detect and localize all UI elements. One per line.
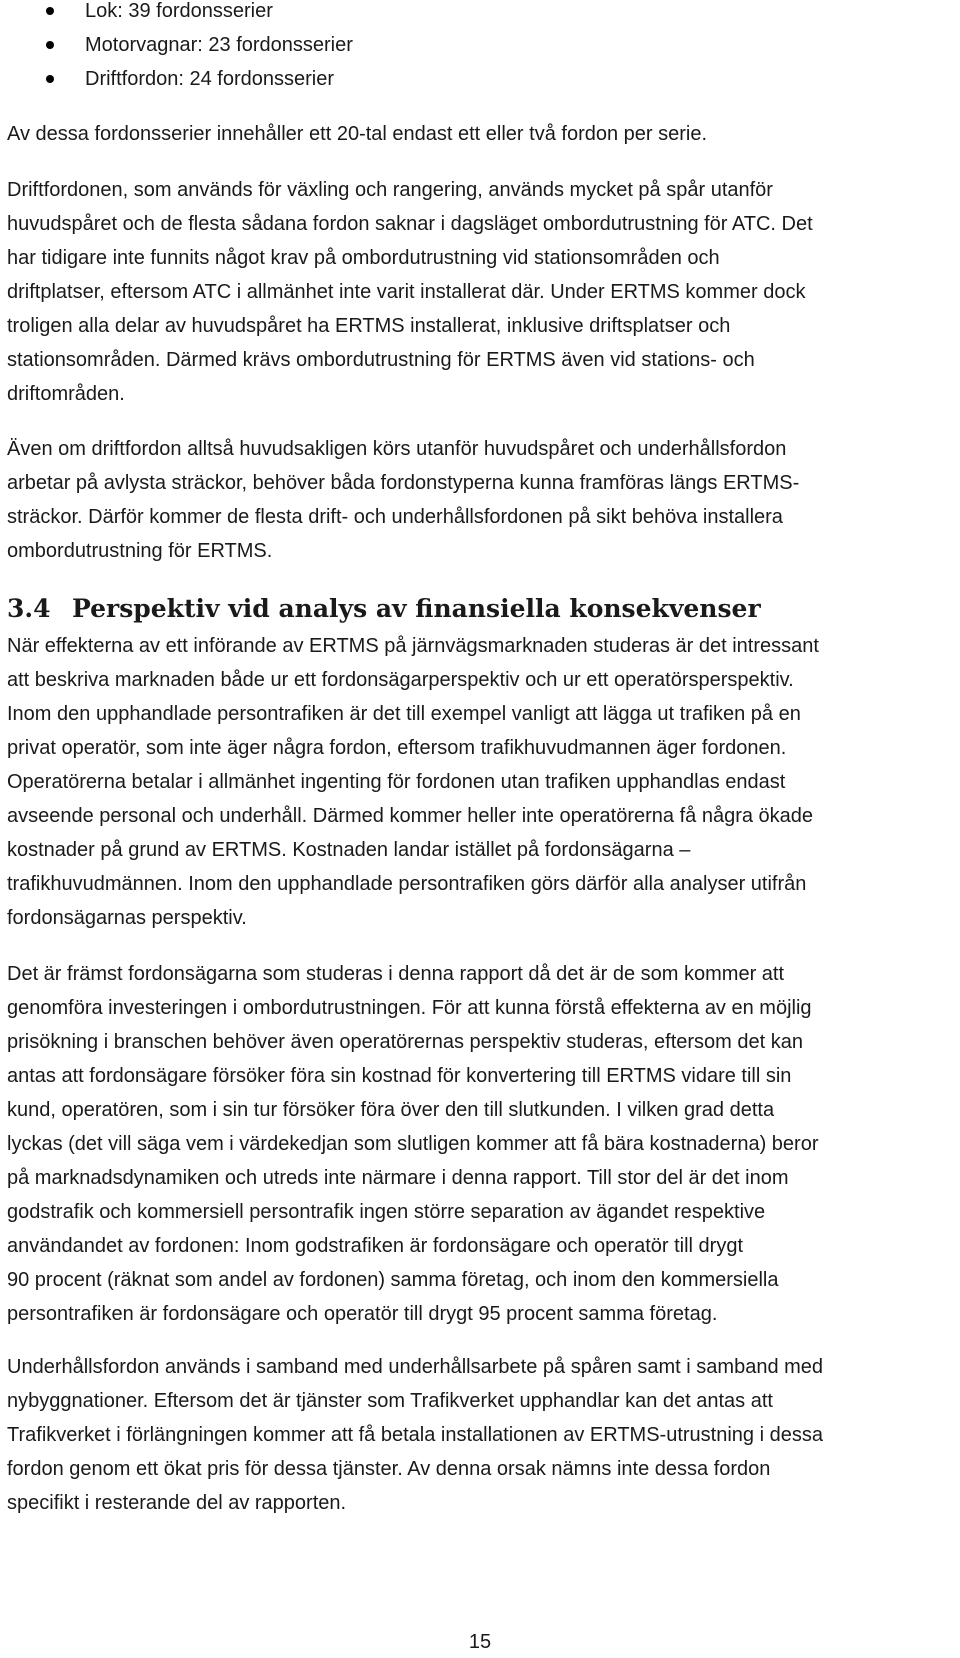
text-line: nybyggnationer. Eftersom det är tjänster som Trafikverket upphandlar kan det antas att: [7, 1390, 773, 1412]
text-line: Driftfordonen, som används för växling och rangering, används mycket på spår utanför: [7, 179, 773, 201]
text-line: ombordutrustning för ERTMS.: [7, 540, 273, 562]
text-line: prisökning i branschen behöver även operatörernas perspektiv studeras, eftersom det kan: [7, 1031, 804, 1053]
list-item: [85, 32, 353, 58]
text-line: Av dessa fordonsserier innehåller ett 20-tal endast ett eller två fordon per serie.: [7, 123, 708, 145]
section-heading: [7, 592, 761, 626]
text-line: Det är främst fordonsägarna som studeras i denna rapport då det är de som kommer att: [7, 963, 785, 985]
text-line: När effekterna av ett införande av ERTMS på järnvägsmarknaden studeras är det intressant: [7, 635, 819, 657]
list-item: [85, 66, 334, 92]
list-item-text: Motorvagnar: 23 fordonsserier: [85, 34, 353, 56]
text-line: stationsområden. Därmed krävs ombordutrustning för ERTMS även vid stations- och: [7, 349, 755, 371]
text-line: avseende personal och underhåll. Därmed kommer heller inte operatörerna få några ökade: [7, 805, 814, 827]
bullet-icon: [46, 41, 54, 49]
section-number: 3.4: [7, 594, 51, 623]
bullet-icon: [46, 75, 54, 83]
text-line: trafikhuvudmännen. Inom den upphandlade persontrafiken görs därför alla analyser utifrån: [7, 873, 807, 895]
text-line: sträckor. Därför kommer de flesta drift- och underhållsfordonen på sikt behöva installera: [7, 506, 783, 528]
text-line: antas att fordonsägare försöker föra sin kostnad för konvertering till ERTMS vidare till sin: [7, 1065, 792, 1087]
text-line: driftområden.: [7, 383, 125, 405]
text-line: kund, operatören, som i sin tur försöker föra över den till slutkunden. I vilken grad detta: [7, 1099, 775, 1121]
text-line: Även om driftfordon alltså huvudsakligen körs utanför huvudspåret och underhållsfordon: [7, 438, 787, 460]
text-line: 90 procent (räknat som andel av fordonen) samma företag, och inom den kommersiella: [7, 1269, 779, 1291]
text-line: lyckas (det vill säga vem i värdekedjan som slutligen kommer att få bära kostnaderna) beror: [7, 1133, 819, 1155]
text-line: användandet av fordonen: Inom godstrafiken är fordonsägare och operatör till drygt: [7, 1235, 744, 1257]
text-line: driftplatser, eftersom ATC i allmänhet inte varit installerat där. Under ERTMS kommer dock: [7, 281, 806, 303]
text-line: troligen alla delar av huvudspåret ha ERTMS installerat, inklusive driftsplatser och: [7, 315, 731, 337]
text-line: att beskriva marknaden både ur ett fordonsägarperspektiv och ur ett operatörsperspektiv.: [7, 669, 794, 691]
list-item: [85, 0, 273, 24]
text-line: persontrafiken är fordonsägare och operatör till drygt 95 procent samma företag.: [7, 1303, 718, 1325]
text-line: Operatörerna betalar i allmänhet ingenting för fordonen utan trafiken upphandlas endast: [7, 771, 786, 793]
text-line: godstrafik och kommersiell persontrafik ingen större separation av ägandet respektive: [7, 1201, 766, 1223]
text-line: specifikt i resterande del av rapporten.: [7, 1492, 347, 1514]
text-line: Inom den upphandlade persontrafiken är det till exempel vanligt att lägga ut trafiken på en: [7, 703, 801, 725]
text-line: arbetar på avlysta sträckor, behöver båda fordonstyperna kunna framföras längs ERTMS-: [7, 472, 800, 494]
text-line: fordonsägarnas perspektiv.: [7, 907, 247, 929]
list-item-text: Lok: 39 fordonsserier: [85, 0, 273, 22]
text-line: fordon genom ett ökat pris för dessa tjänster. Av denna orsak nämns inte dessa fordon: [7, 1458, 771, 1480]
text-line: huvudspåret och de flesta sådana fordon saknar i dagsläget ombordutrustning för ATC. Det: [7, 213, 813, 235]
page-number: 15: [468, 1631, 492, 1653]
text-line: privat operatör, som inte äger några fordon, eftersom trafikhuvudmannen äger fordonen.: [7, 737, 787, 759]
text-line: Underhållsfordon används i samband med underhållsarbete på spåren samt i samband med: [7, 1356, 824, 1378]
text-line: Trafikverket i förlängningen kommer att få betala installationen av ERTMS-utrustning i dessa: [7, 1424, 823, 1446]
text-line: på marknadsdynamiken och utreds inte närmare i denna rapport. Till stor del är det inom: [7, 1167, 789, 1189]
section-title: Perspektiv vid analys av finansiella konsekvenser: [72, 594, 761, 623]
list-item-text: Driftfordon: 24 fordonsserier: [85, 68, 335, 90]
text-line: har tidigare inte funnits något krav på ombordutrustning vid stationsområden och: [7, 247, 720, 269]
text-line: kostnader på grund av ERTMS. Kostnaden landar istället på fordonsägarna –: [7, 839, 691, 861]
text-line: genomföra investeringen i ombordutrustningen. För att kunna förstå effekterna av en möjlig: [7, 997, 812, 1019]
bullet-icon: [46, 7, 54, 15]
